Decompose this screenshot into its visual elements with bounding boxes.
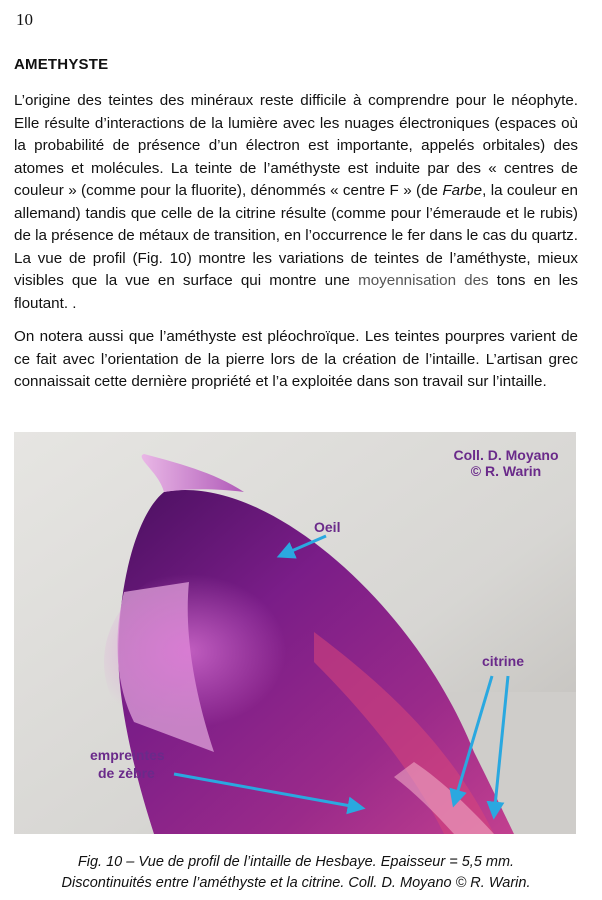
figure-caption xyxy=(14,852,578,894)
page-number: 10 xyxy=(16,10,33,29)
caption-line-1: Fig. 10 – Vue de profil de l’intaille de Hesbaye. Epaisseur = 5,5 mm. xyxy=(77,854,515,870)
figure-amethyst-photo xyxy=(14,432,576,834)
paragraph1-emphasis: Farbe xyxy=(442,182,483,199)
photo-credit-copyright: © R. Warin xyxy=(470,463,542,479)
paragraph1-part1: L’origine des teintes des minéraux reste difficile à comprendre pour le néophyte. Elle résulte d’interactions de la lumière avec les nuages électroniques (espaces où la probabilité de présence d’un électron est importante, appelés orbitales) des atomes et molécules. La teinte de l’améthyste est induite par des « centres de couleur » (comme pour la fluorite), dénommés « centre F » (de xyxy=(14,92,578,199)
paragraph1-grey-text: moyennisation des xyxy=(358,272,489,289)
label-citrine: citrine xyxy=(482,653,525,669)
paragraph1-part2: , la couleur en allemand) tandis que celle de la citrine résulte (comme pour l’émeraude et le rubis) de la présence de métaux de transition, en l’occurrence le fer dans le cas du quartz. La vue de profil (Fig. 10) montre les variations de teintes de l’améthyste, mieux visibles que la vue en surface qui montre une xyxy=(14,182,579,289)
label-empreintes: empreintes xyxy=(90,747,165,763)
caption-line-2: Discontinuités entre l’améthyste et la citrine. Coll. D. Moyano © R. Warin. xyxy=(61,875,531,891)
paragraph1-part3: tons en les floutant. . xyxy=(14,272,578,312)
paragraph-origin-of-colors xyxy=(14,90,578,315)
paragraph-pleochroism: On notera aussi que l’améthyste est pléochroïque. Les teintes pourpres varient de ce fait avec l’orientation de la pierre lors de la création de l’intaille. L’artisan grec connaissait cette dernière propriété et l’a exploitée dans son travail sur l’intaille. xyxy=(14,328,578,390)
photo-credit-collection: Coll. D. Moyano xyxy=(453,447,559,463)
amethyst-photo xyxy=(14,432,576,834)
section-heading: AMETHYSTE xyxy=(14,56,109,73)
label-oeil: Oeil xyxy=(314,519,341,535)
label-de-zebre: de zèbre xyxy=(98,765,155,781)
